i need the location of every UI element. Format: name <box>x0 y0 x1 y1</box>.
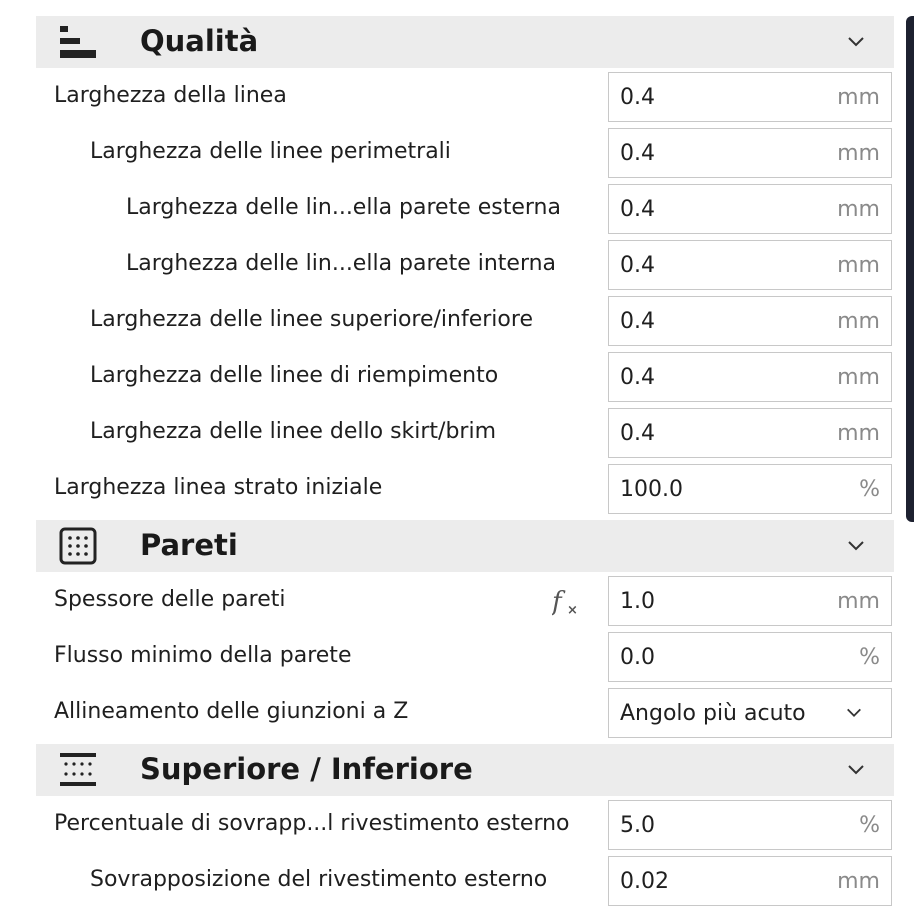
initial-layer-line-width-input[interactable] <box>608 464 892 514</box>
field-unit: mm <box>837 141 880 166</box>
quality-icon <box>58 22 98 62</box>
z-seam-alignment-select[interactable] <box>608 688 892 738</box>
field-unit: mm <box>837 253 880 278</box>
infill-line-width-input[interactable] <box>608 352 892 402</box>
setting-label: Percentuale di sovrapp...l rivestimento esterno <box>54 811 570 836</box>
section-header-top-bottom[interactable] <box>36 744 894 796</box>
setting-label: Larghezza delle lin...ella parete interna <box>126 251 557 276</box>
outer-wall-line-width-input[interactable] <box>608 184 892 234</box>
setting-row-min-wall-flow <box>0 630 906 686</box>
field-value: 0.02 <box>620 869 669 894</box>
setting-row-line-width <box>0 70 906 126</box>
field-value: 0.0 <box>620 645 655 670</box>
select-value: Angolo più acuto <box>620 701 806 726</box>
setting-label: Spessore delle pareti <box>54 587 286 612</box>
wall-line-width-input[interactable] <box>608 128 892 178</box>
field-value: 1.0 <box>620 589 655 614</box>
setting-label: Larghezza delle lin...ella parete esterna <box>126 195 561 220</box>
setting-label: Larghezza della linea <box>54 83 287 108</box>
field-value: 0.4 <box>620 85 655 110</box>
setting-row-wall-line-width <box>0 126 906 182</box>
field-unit: mm <box>837 589 880 614</box>
field-value: 0.4 <box>620 309 655 334</box>
field-unit: mm <box>837 421 880 446</box>
function-icon[interactable] <box>552 584 582 618</box>
section-header-walls[interactable] <box>36 520 894 572</box>
setting-label: Larghezza delle linee superiore/inferiore <box>90 307 533 332</box>
field-unit: % <box>859 813 880 838</box>
chevron-down-icon <box>845 704 863 722</box>
skin-overlap-percentage-input[interactable] <box>608 800 892 850</box>
section-header-quality[interactable] <box>36 16 894 68</box>
field-value: 0.4 <box>620 253 655 278</box>
field-unit: % <box>859 645 880 670</box>
setting-row-skirt-brim-line-width <box>0 406 906 462</box>
setting-label: Larghezza linea strato iniziale <box>54 475 383 500</box>
section-title-quality: Qualità <box>140 24 259 58</box>
field-unit: mm <box>837 365 880 390</box>
field-unit: mm <box>837 869 880 894</box>
setting-label: Larghezza delle linee di riempimento <box>90 363 499 388</box>
scrollbar[interactable] <box>906 16 914 522</box>
field-value: 5.0 <box>620 813 655 838</box>
setting-label: Larghezza delle linee perimetrali <box>90 139 451 164</box>
wall-thickness-input[interactable] <box>608 576 892 626</box>
inner-wall-line-width-input[interactable] <box>608 240 892 290</box>
setting-row-initial-layer-line-width <box>0 462 906 518</box>
skin-overlap-input[interactable] <box>608 856 892 906</box>
field-value: 0.4 <box>620 365 655 390</box>
setting-row-inner-wall-line-width <box>0 238 906 294</box>
field-value: 0.4 <box>620 141 655 166</box>
field-unit: mm <box>837 309 880 334</box>
setting-row-wall-thickness <box>0 574 906 630</box>
skirt-brim-line-width-input[interactable] <box>608 408 892 458</box>
setting-row-top-bottom-line-width <box>0 294 906 350</box>
line-width-input[interactable] <box>608 72 892 122</box>
section-title-top-bottom: Superiore / Inferiore <box>140 752 473 786</box>
chevron-down-icon[interactable] <box>846 536 866 556</box>
top-bottom-line-width-input[interactable] <box>608 296 892 346</box>
field-unit: mm <box>837 197 880 222</box>
chevron-down-icon[interactable] <box>846 32 866 52</box>
walls-icon <box>58 526 98 566</box>
setting-row-infill-line-width <box>0 350 906 406</box>
field-value: 0.4 <box>620 197 655 222</box>
setting-row-z-seam-alignment <box>0 686 906 742</box>
setting-label: Larghezza delle linee dello skirt/brim <box>90 419 497 444</box>
field-unit: mm <box>837 85 880 110</box>
setting-label: Sovrapposizione del rivestimento esterno <box>90 867 548 892</box>
setting-row-skin-overlap <box>0 854 906 910</box>
field-value: 0.4 <box>620 421 655 446</box>
svg-text:f: f <box>552 587 562 617</box>
setting-label: Allineamento delle giunzioni a Z <box>54 699 409 724</box>
min-wall-flow-input[interactable] <box>608 632 892 682</box>
top-bottom-icon <box>58 750 98 790</box>
chevron-down-icon[interactable] <box>846 760 866 780</box>
setting-row-outer-wall-line-width <box>0 182 906 238</box>
field-unit: % <box>859 477 880 502</box>
setting-row-skin-overlap-percentage <box>0 798 906 854</box>
svg-text:×: × <box>567 603 578 618</box>
setting-label: Flusso minimo della parete <box>54 643 352 668</box>
section-title-walls: Pareti <box>140 528 238 562</box>
field-value: 100.0 <box>620 477 683 502</box>
